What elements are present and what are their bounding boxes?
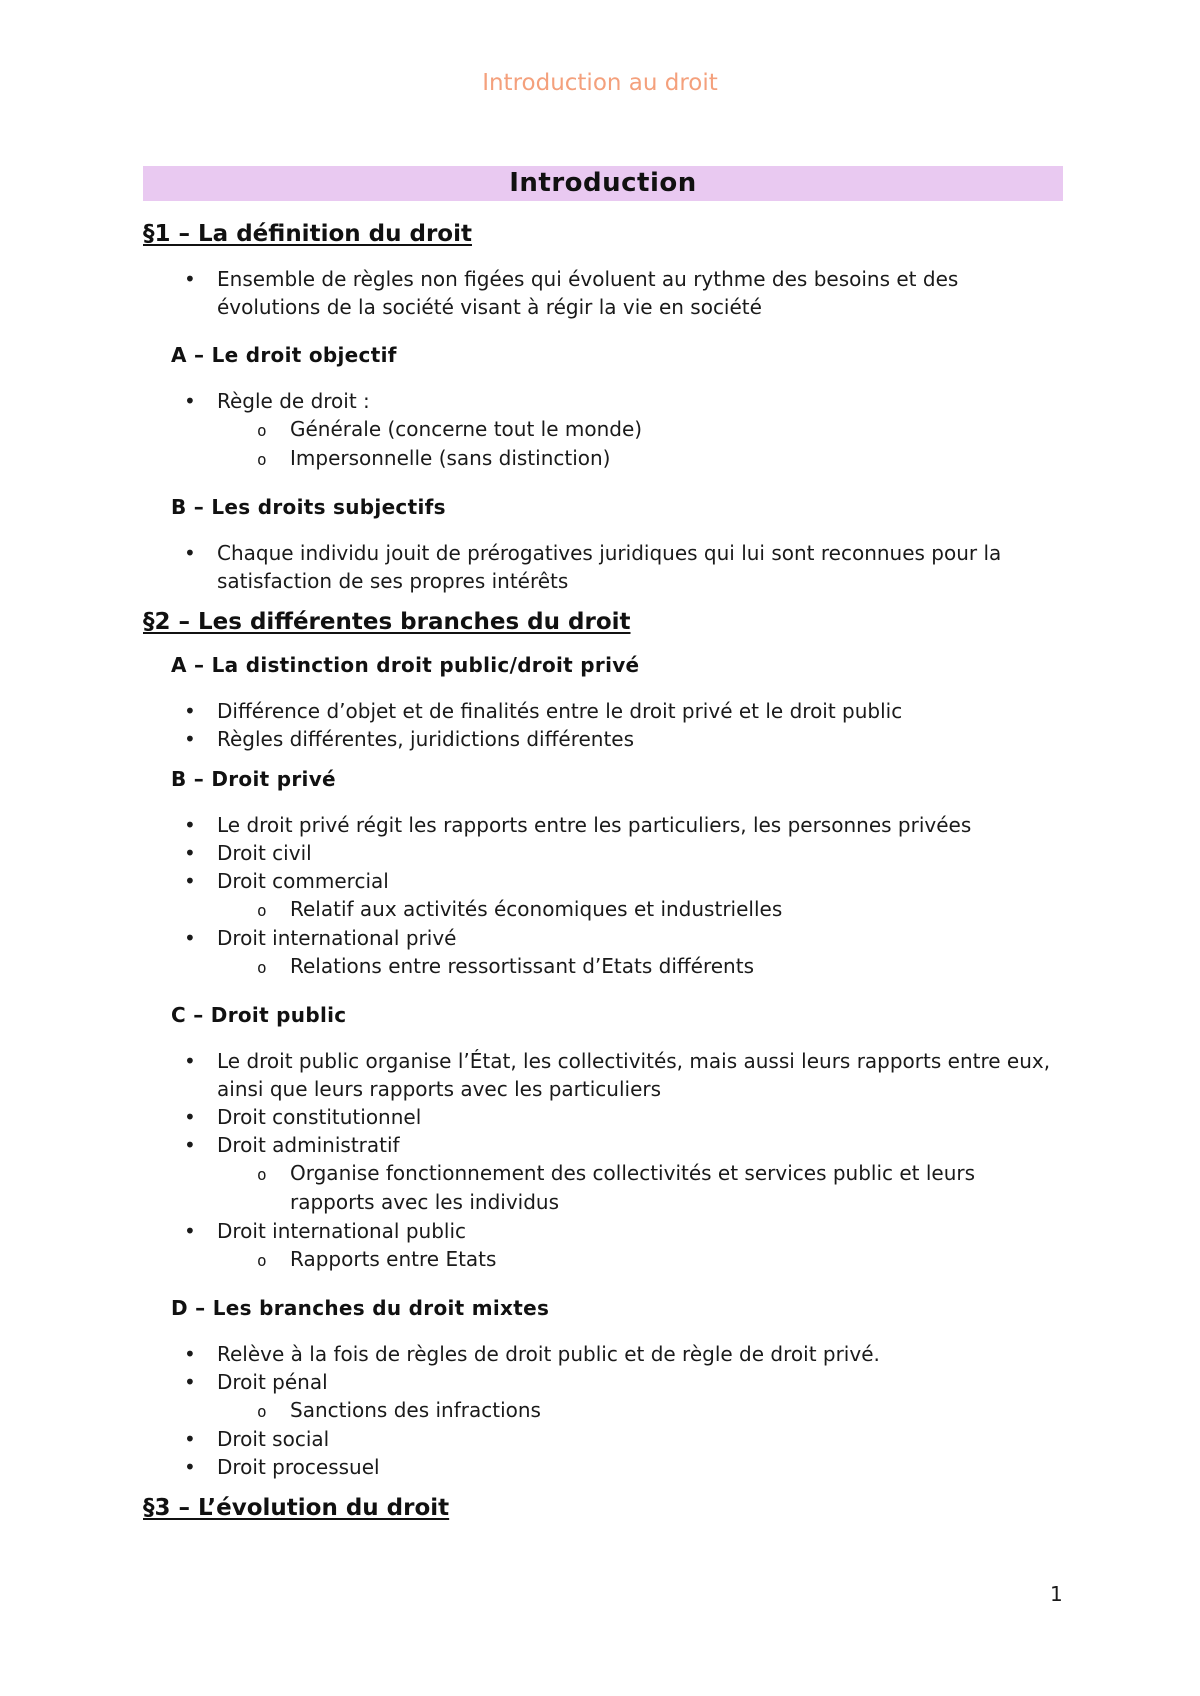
document-title: Introduction [143,166,1063,201]
bullet-icon: • [184,1342,196,1366]
bullet-icon: • [184,926,196,950]
bullet-icon: • [184,1455,196,1479]
bullet-list [143,1340,1063,1481]
list-item: • Ensemble de règles non figées qui évoluent au rythme des besoins et des évolutions de la société visant à régir la vie en société [184,267,959,319]
sub-list-item: o Impersonnelle (sans distinction) [217,444,1063,473]
bullet-list [143,811,1063,981]
section-heading-1: §1 – La définition du droit [143,221,472,247]
list-item: • Droit commercial o Relatif aux activités économiques et industrielles [143,867,1063,924]
list-item: • Le droit privé régit les rapports entre les particuliers, les personnes privées [184,813,972,837]
sub-list-item: o Organise fonctionnement des collectivités et services public et leurs rapports avec les individus [257,1161,976,1214]
subsection-heading-2d: D – Les branches du droit mixtes [171,1296,550,1320]
list-item: • Droit international public o Rapports entre Etats [143,1217,1063,1274]
bullet-list [143,387,1063,473]
bullet-icon: • [184,389,196,413]
sub-list-item: o Rapports entre Etats [217,1245,1063,1274]
sub-list-item: o Relations entre ressortissant d’Etats différents [217,952,1063,981]
list-item: • Droit civil [184,841,312,865]
subsection-heading-2a: A – La distinction droit public/droit privé [171,653,640,677]
running-header-title: Introduction au droit [482,70,718,96]
document-body [143,166,1063,1539]
section-heading-3: §3 – L’évolution du droit [143,1495,450,1521]
list-item: • Relève à la fois de règles de droit public et de règle de droit privé. [184,1342,880,1366]
list-item: • Le droit public organise l’État, les collectivités, mais aussi leurs rapports entre eux, ainsi que leurs rapports avec les particuliers [184,1049,1051,1101]
list-item: • Droit processuel [184,1455,380,1479]
bullet-icon: • [184,1219,196,1243]
subsection-heading-1a: A – Le droit objectif [171,343,397,367]
bullet-list [143,1047,1063,1274]
circle-bullet-icon: o [257,958,267,977]
sub-list [217,415,1063,473]
section-heading-2: §2 – Les différentes branches du droit [143,609,631,635]
bullet-icon: • [184,1427,196,1451]
subsection-heading-2b: B – Droit privé [171,767,336,791]
list-item: • Règle de droit : o Générale (concerne tout le monde) o Impersonnelle (sans distinction) [143,387,1063,473]
sub-list-item: o Relatif aux activités économiques et industrielles [217,895,1063,924]
sub-list-item: o Sanctions des infractions [217,1396,1063,1425]
sub-list [217,1159,1063,1217]
bullet-list [143,697,1063,753]
bullet-icon: • [184,1049,196,1073]
bullet-icon: • [184,869,196,893]
circle-bullet-icon: o [257,901,267,920]
bullet-icon: • [184,699,196,723]
list-item: • Droit constitutionnel [184,1105,422,1129]
circle-bullet-icon: o [257,421,267,440]
sub-list [217,1396,1063,1425]
page-number: 1 [1050,1582,1063,1606]
sub-list [217,1245,1063,1274]
bullet-icon: • [184,541,196,565]
sub-list-item: o Générale (concerne tout le monde) [217,415,1063,444]
circle-bullet-icon: o [257,1251,267,1270]
bullet-list [143,539,1063,595]
circle-bullet-icon: o [257,1165,267,1184]
subsection-heading-1b: B – Les droits subjectifs [171,495,446,519]
bullet-icon: • [184,1105,196,1129]
bullet-icon: • [184,813,196,837]
bullet-icon: • [184,841,196,865]
list-item: • Droit social [184,1427,330,1451]
bullet-list [143,265,1063,321]
list-item: • Droit pénal o Sanctions des infractions [143,1368,1063,1425]
bullet-icon: • [184,1370,196,1394]
circle-bullet-icon: o [257,1402,267,1421]
bullet-icon: • [184,727,196,751]
list-item: • Chaque individu jouit de prérogatives juridiques qui lui sont reconnues pour la satisfaction de ses propres intérêts [184,541,1002,593]
list-item: • Droit administratif o Organise fonctionnement des collectivités et services public et leurs rapports avec les individus [143,1131,1063,1217]
list-item: • Différence d’objet et de finalités entre le droit privé et le droit public [184,699,903,723]
list-item: • Droit international privé o Relations entre ressortissant d’Etats différents [143,924,1063,981]
sub-list [217,895,1063,924]
bullet-icon: • [184,1133,196,1157]
list-item: • Règles différentes, juridictions différentes [184,727,635,751]
circle-bullet-icon: o [257,450,267,469]
subsection-heading-2c: C – Droit public [171,1003,347,1027]
bullet-icon: • [184,267,196,291]
sub-list [217,952,1063,981]
